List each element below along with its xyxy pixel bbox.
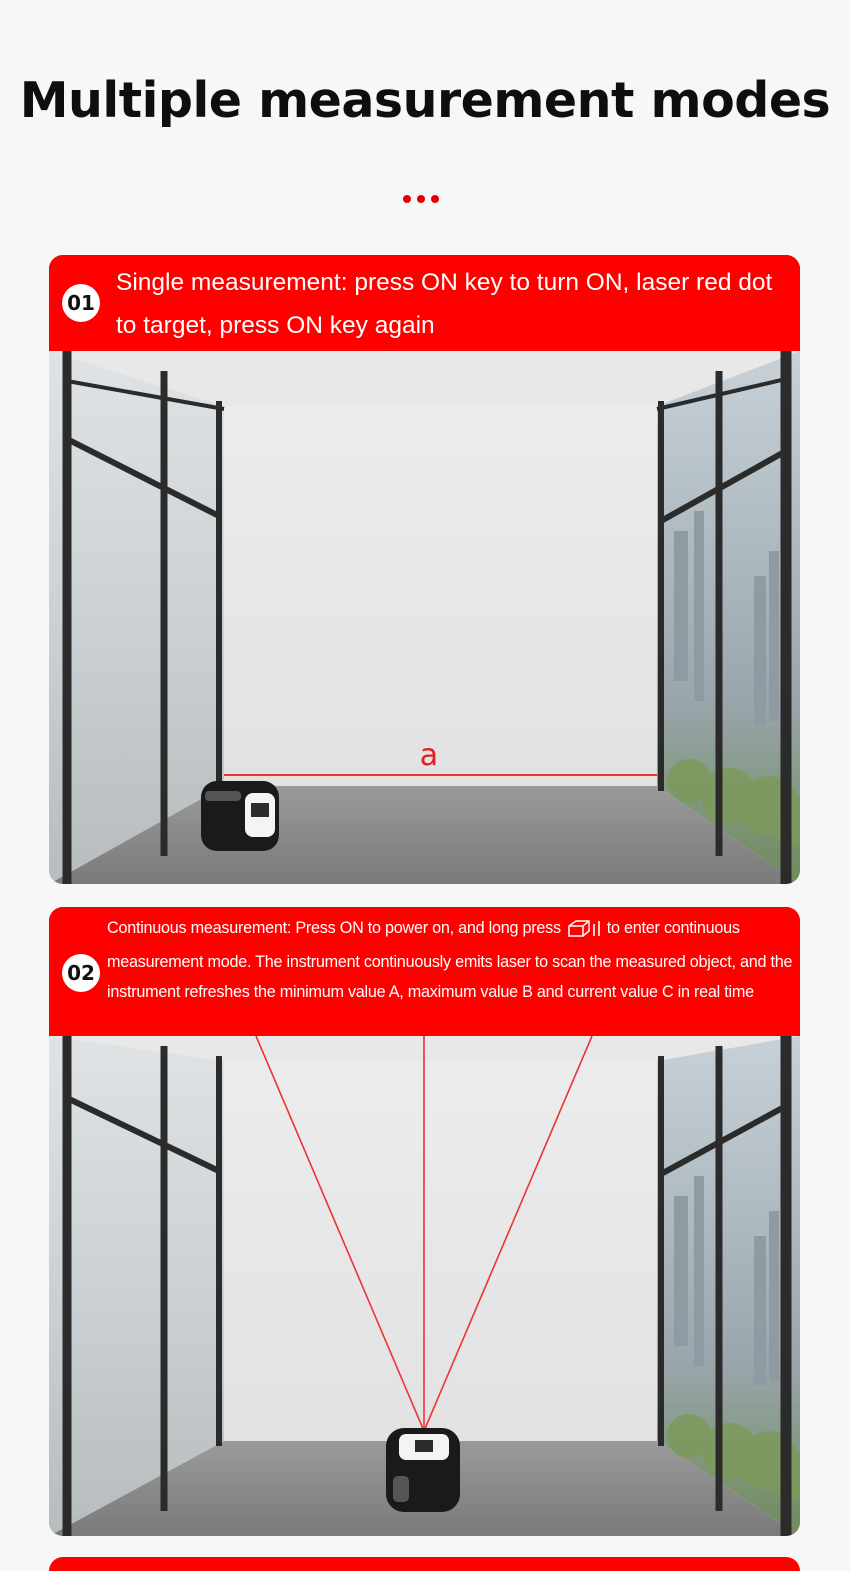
- divider-dot: [431, 195, 439, 203]
- mode-banner: [49, 255, 800, 351]
- continuous-mode-icon: [567, 917, 603, 947]
- mode-banner: [49, 907, 800, 1036]
- mode-description: Single measurement: press ON key to turn ON, laser red dot to target, press ON key again: [116, 269, 773, 339]
- mode-number-badge: 02: [62, 954, 100, 992]
- divider-dot: [417, 195, 425, 203]
- divider-dot: [403, 195, 411, 203]
- laser-tape-measure-icon: [386, 1428, 460, 1512]
- mode-card-single: [49, 255, 800, 884]
- page-title: Multiple measurement modes: [19, 72, 831, 129]
- section-divider-dots: [403, 195, 439, 203]
- mode-card-next: [49, 1557, 800, 1571]
- room-illustration: [49, 351, 800, 884]
- mode-description-end: to enter continuous measurement mode. The instrument continuously emits laser to scan the measured object, and the instrument refreshes the minimum value A, maximum value B and current value C in real time: [107, 919, 793, 1001]
- room-illustration: [49, 1036, 800, 1536]
- mode-number-badge: 01: [62, 284, 100, 322]
- mode-card-continuous: [49, 907, 800, 1536]
- mode-description: [107, 913, 799, 1007]
- distance-label: a: [419, 738, 439, 773]
- mode-description-start: Continuous measurement: Press ON to power on, and long press: [107, 919, 561, 937]
- laser-tape-measure-icon: [201, 781, 279, 851]
